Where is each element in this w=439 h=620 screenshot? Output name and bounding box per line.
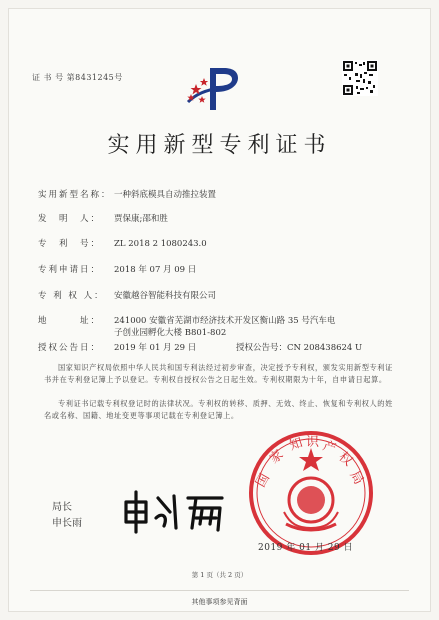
field-inventor	[38, 212, 168, 224]
field-value: 2019 年 01 月 29 日	[114, 343, 197, 353]
field-patentee	[38, 289, 216, 301]
field-label: 授权公告号：	[236, 343, 288, 353]
svg-text:国: 国	[253, 471, 273, 490]
official-seal-icon	[246, 428, 376, 558]
certificate-number	[32, 72, 123, 83]
field-label: 专利申请日：	[38, 265, 102, 275]
field-application-date	[38, 263, 196, 275]
field-utility-model-name	[38, 188, 216, 200]
patent-office-emblem-icon	[182, 58, 252, 118]
cert-no-value: 8431245	[75, 73, 115, 82]
field-label: 发 明 人：	[38, 214, 102, 224]
svg-text:权: 权	[335, 449, 356, 470]
svg-text:知: 知	[287, 435, 305, 454]
footer-divider	[30, 590, 409, 591]
cert-no-suffix: 号	[114, 73, 123, 82]
svg-text:家: 家	[266, 447, 287, 468]
director-name: 申长雨	[52, 518, 82, 529]
field-value: 一种斜底模具自动推拉装置	[114, 190, 217, 200]
field-value: 2018 年 07 月 09 日	[114, 265, 197, 275]
handwritten-signature-icon	[118, 488, 228, 536]
field-address	[38, 314, 335, 326]
qr-code-icon	[342, 60, 378, 96]
svg-text:局: 局	[346, 468, 367, 488]
certificate-title: 实用新型专利证书	[107, 133, 332, 158]
field-value: 241000 安徽省芜湖市经济技术开发区衡山路 35 号汽车电	[114, 316, 336, 326]
field-label: 专 利 权 人：	[38, 291, 105, 301]
cert-no-label: 证 书 号 第	[32, 73, 76, 82]
director-title: 局长	[52, 502, 72, 513]
field-value: CN 208438624 U	[287, 343, 363, 353]
field-label: 授权公告日：	[38, 343, 102, 353]
field-patent-number	[38, 237, 207, 249]
svg-text:识: 识	[306, 435, 320, 450]
field-value: 安徽越谷智能科技有限公司	[114, 291, 217, 301]
field-label: 实用新型名称：	[38, 190, 112, 200]
paragraph-grant-statement: 国家知识产权局依照中华人民共和国专利法经过初步审查，决定授予专利权，颁发实用新型专利证书并在专利登记簿上予以登记。专利权自授权公告之日起生效。专利权期限为十年，自申请日起算。	[44, 363, 393, 384]
address-line-2: 子创业园孵化大楼 B801-802	[114, 328, 227, 338]
field-grant-date	[38, 341, 196, 353]
svg-text:产: 产	[320, 438, 338, 457]
field-announcement-number	[236, 341, 362, 353]
footer-note: 其他事项参见背面	[191, 598, 248, 606]
field-value: ZL 2018 2 1080243.0	[114, 239, 207, 249]
seal-date: 2019 年 01 月 29 日	[258, 543, 354, 553]
page-number: 第 1 页（共 2 页）	[191, 571, 248, 579]
field-label: 地 址：	[38, 316, 102, 326]
field-value: 贾保康;邵和胜	[114, 214, 168, 224]
field-label: 专 利 号：	[38, 239, 102, 249]
paragraph-legal-status: 专利证书记载专利权登记时的法律状况。专利权的转移、质押、无效、终止、恢复和专利权人的姓名或名称、国籍、地址变更等事项记载在专利登记簿上。	[44, 399, 393, 420]
